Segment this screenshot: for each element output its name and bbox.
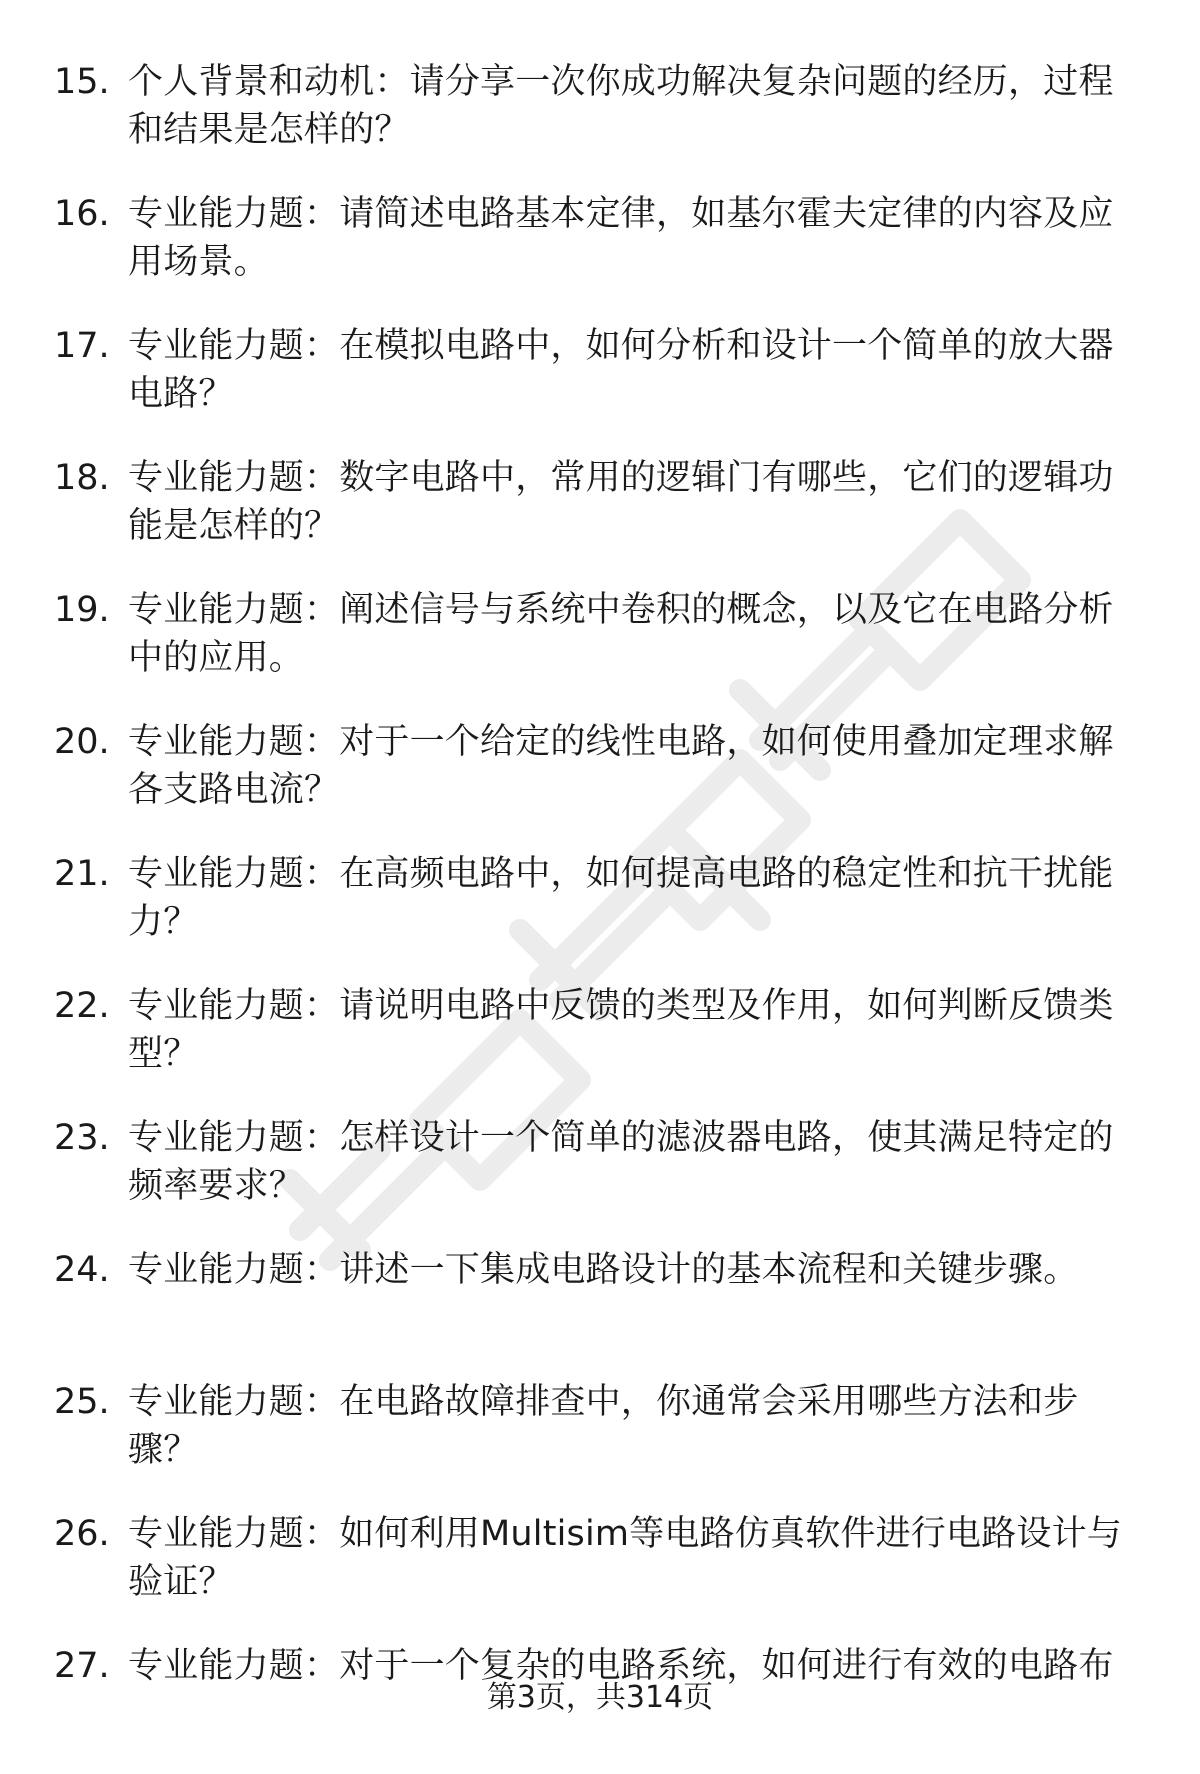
question-text: 专业能力题：如何利用Multisim等电路仿真软件进行电路设计与验证？ (128, 1514, 1123, 1602)
question-number: 23. (54, 1118, 110, 1158)
question-text: 专业能力题：请说明电路中反馈的类型及作用，如何判断反馈类型？ (128, 986, 1114, 1074)
question-text: 专业能力题：在电路故障排查中，你通常会采用哪些方法和步骤？ (128, 1382, 1079, 1470)
list-item (0, 190, 1200, 322)
list-item (0, 1246, 1200, 1378)
question-number: 25. (54, 1382, 110, 1422)
question-number: 26. (54, 1514, 110, 1554)
question-number: 16. (54, 194, 110, 234)
question-text: 专业能力题：对于一个给定的线性电路，如何使用叠加定理求解各支路电流？ (128, 722, 1114, 810)
question-text: 专业能力题：在高频电路中，如何提高电路的稳定性和抗干扰能力？ (128, 854, 1114, 942)
question-text: 专业能力题：讲述一下集成电路设计的基本流程和关键步骤。 (128, 1250, 1079, 1290)
question-text: 专业能力题：怎样设计一个简单的滤波器电路，使其满足特定的频率要求？ (128, 1118, 1114, 1206)
question-number: 19. (54, 590, 110, 630)
question-number: 21. (54, 854, 110, 894)
question-text: 个人背景和动机：请分享一次你成功解决复杂问题的经历，过程和结果是怎样的？ (128, 62, 1114, 150)
list-item (0, 718, 1200, 850)
list-item (0, 850, 1200, 982)
question-list (0, 58, 1200, 1774)
question-number: 15. (54, 62, 110, 102)
list-item (0, 322, 1200, 454)
list-item (0, 58, 1200, 190)
question-text: 专业能力题：阐述信号与系统中卷积的概念，以及它在电路分析中的应用。 (128, 590, 1114, 678)
question-number: 17. (54, 326, 110, 366)
list-item (0, 1114, 1200, 1246)
page-number-footer: 第3页，共314页 (486, 1680, 714, 1715)
list-item (0, 982, 1200, 1114)
question-text: 专业能力题：对于一个复杂的电路系统，如何进行有效的电路布 (128, 1646, 1114, 1686)
question-number: 24. (54, 1250, 110, 1290)
question-text: 专业能力题：在模拟电路中，如何分析和设计一个简单的放大器电路？ (128, 326, 1114, 414)
question-text: 专业能力题：请简述电路基本定律，如基尔霍夫定律的内容及应用场景。 (128, 194, 1114, 282)
list-item (0, 586, 1200, 718)
list-item (0, 1378, 1200, 1510)
question-text: 专业能力题：数字电路中，常用的逻辑门有哪些，它们的逻辑功能是怎样的？ (128, 458, 1114, 546)
list-item (0, 1510, 1200, 1642)
question-number: 22. (54, 986, 110, 1026)
question-number: 27. (54, 1646, 110, 1686)
question-number: 20. (54, 722, 110, 762)
question-number: 18. (54, 458, 110, 498)
list-item (0, 454, 1200, 586)
